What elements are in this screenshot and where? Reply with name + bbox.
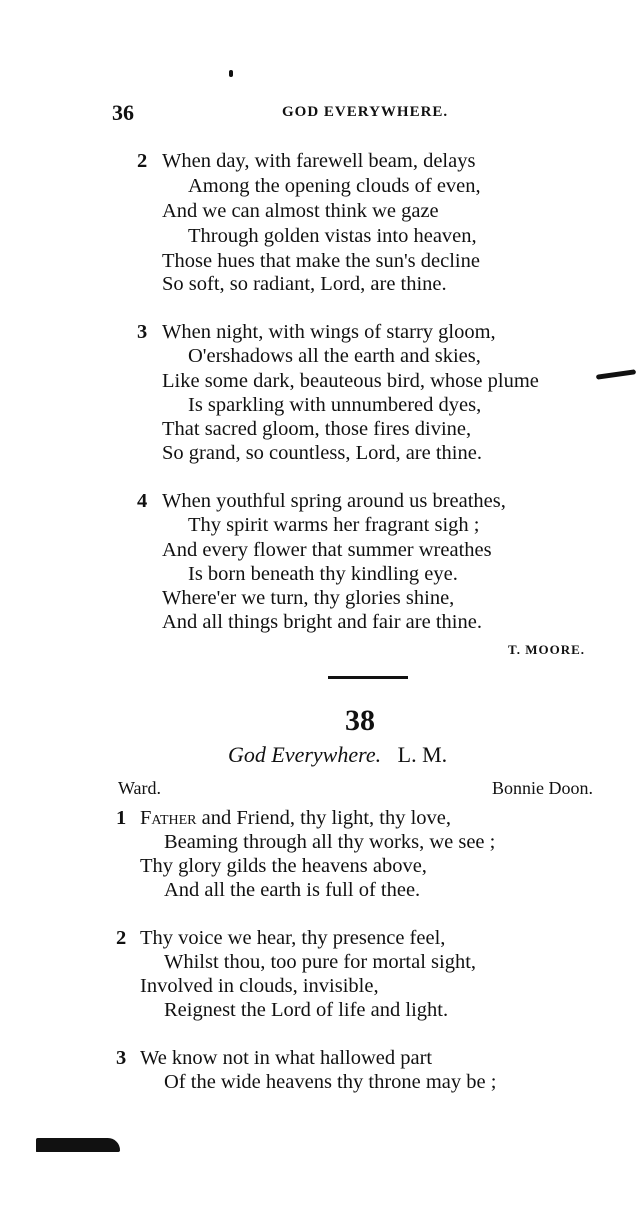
verse-line: And we can almost think we gaze bbox=[162, 200, 439, 222]
verse-line: And all the earth is full of thee. bbox=[164, 879, 421, 901]
hymn-meter: L. M. bbox=[397, 742, 448, 767]
verse-line: Among the opening clouds of even, bbox=[188, 175, 481, 197]
ink-smudge bbox=[36, 1138, 120, 1152]
verse-line bbox=[140, 806, 451, 830]
stanza-number: 3 bbox=[116, 1047, 127, 1069]
verse-line: Thy glory gilds the heavens above, bbox=[140, 855, 427, 877]
verse-line: When night, with wings of starry gloom, bbox=[162, 321, 496, 343]
tune-name: Bonnie Doon. bbox=[492, 778, 593, 798]
stanza-number: 1 bbox=[116, 807, 127, 829]
verse-line: Whilst thou, too pure for mortal sight, bbox=[164, 951, 477, 973]
verse-line: So soft, so radiant, Lord, are thine. bbox=[162, 273, 447, 295]
ink-speck bbox=[229, 70, 233, 77]
verse-line: Thy spirit warms her fragrant sigh ; bbox=[188, 514, 480, 536]
verse-line: So grand, so countless, Lord, are thine. bbox=[162, 442, 482, 464]
verse-line: Where'er we turn, thy glories shine, bbox=[162, 587, 455, 609]
ink-mark bbox=[596, 369, 636, 380]
verse-line: Of the wide heavens thy throne may be ; bbox=[164, 1071, 497, 1093]
section-divider bbox=[328, 676, 408, 679]
verse-line: That sacred gloom, those fires divine, bbox=[162, 418, 472, 440]
verse-line: Reignest the Lord of life and light. bbox=[164, 999, 449, 1021]
stanza-number: 4 bbox=[137, 490, 148, 512]
hymn-author: Ward. bbox=[118, 778, 162, 798]
stanza-number: 3 bbox=[137, 321, 148, 343]
verse-line-rest: and Friend, thy light, thy love, bbox=[196, 807, 452, 829]
verse-line: When youthful spring around us breathes, bbox=[162, 490, 506, 512]
verse-line: When day, with farewell beam, delays bbox=[162, 150, 476, 172]
verse-line: And every flower that summer wreathes bbox=[162, 539, 492, 561]
hymn-title: God Everywhere. bbox=[228, 742, 382, 767]
hymn-title-block bbox=[228, 742, 447, 768]
hymn-number: 38 bbox=[345, 704, 375, 737]
verse-line: Thy voice we hear, thy presence feel, bbox=[140, 927, 446, 949]
verse-line: Is sparkling with unnumbered dyes, bbox=[188, 394, 482, 416]
verse-line: And all things bright and fair are thine. bbox=[162, 611, 482, 633]
verse-line: We know not in what hallowed part bbox=[140, 1047, 433, 1069]
verse-line: Like some dark, beauteous bird, whose plume bbox=[162, 370, 539, 392]
verse-line: Those hues that make the sun's decline bbox=[162, 250, 480, 272]
page-number: 36 bbox=[112, 100, 134, 125]
stanza-number: 2 bbox=[137, 150, 148, 172]
verse-line: Is born beneath thy kindling eye. bbox=[188, 563, 458, 585]
stanza-number: 2 bbox=[116, 927, 127, 949]
first-word: Father bbox=[140, 807, 197, 829]
verse-line: Beaming through all thy works, we see ; bbox=[164, 831, 496, 853]
verse-line: Through golden vistas into heaven, bbox=[188, 225, 477, 247]
running-title: GOD EVERYWHERE. bbox=[282, 104, 449, 120]
author-attribution: T. MOORE. bbox=[508, 642, 586, 657]
verse-line: O'ershadows all the earth and skies, bbox=[188, 345, 481, 367]
verse-line: Involved in clouds, invisible, bbox=[140, 975, 379, 997]
